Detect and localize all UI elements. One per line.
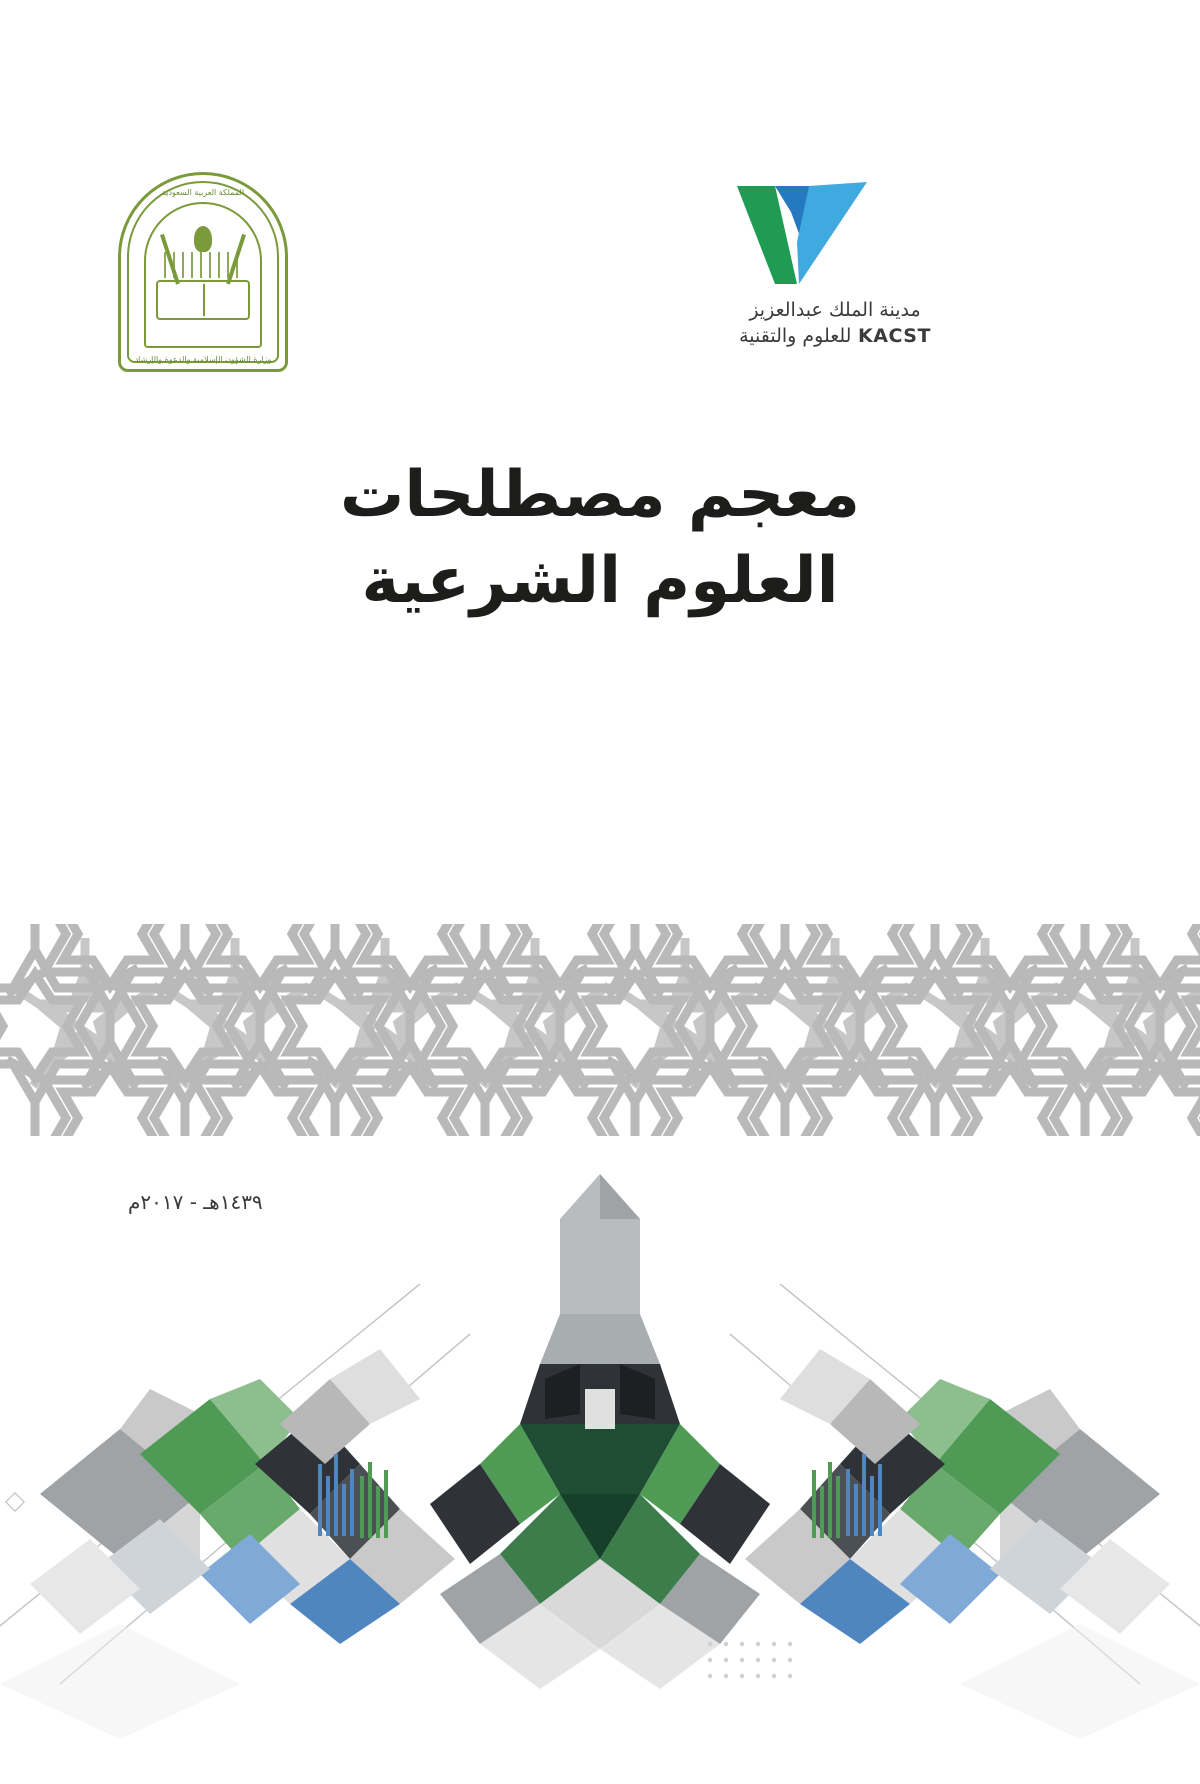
publication-year: ١٤٣٩هـ - ٢٠١٧م — [128, 1190, 263, 1214]
title-line-1: معجم مصطلحات — [340, 458, 860, 532]
kacst-acronym: KACST — [858, 324, 931, 347]
kacst-line-2-text: للعلوم والتقنية — [739, 324, 852, 347]
kacst-logo — [700, 180, 970, 370]
kacst-line-2 — [700, 324, 970, 350]
islamic-geometric-pattern-band — [0, 910, 1200, 1150]
kacst-line-1: مدينة الملك عبدالعزيز — [749, 299, 921, 321]
seal-book-icon — [156, 280, 250, 320]
seal-palm-icon — [194, 226, 212, 252]
seal-text-top: المملكة العربية السعودية — [161, 188, 245, 197]
title-line-2: العلوم الشرعية — [361, 544, 839, 619]
mosaic-artwork — [0, 1164, 1200, 1784]
kacst-wordmark — [700, 298, 970, 349]
seal-rays — [164, 252, 242, 278]
seal-text-bottom: وزارة الشؤون الإسلامية والدعوة والإرشاد — [134, 355, 272, 364]
cover-title — [0, 452, 1200, 625]
kacst-checkmark-icon — [735, 180, 875, 290]
logo-row — [0, 160, 1200, 380]
ministry-of-islamic-affairs-seal-icon — [118, 172, 288, 372]
